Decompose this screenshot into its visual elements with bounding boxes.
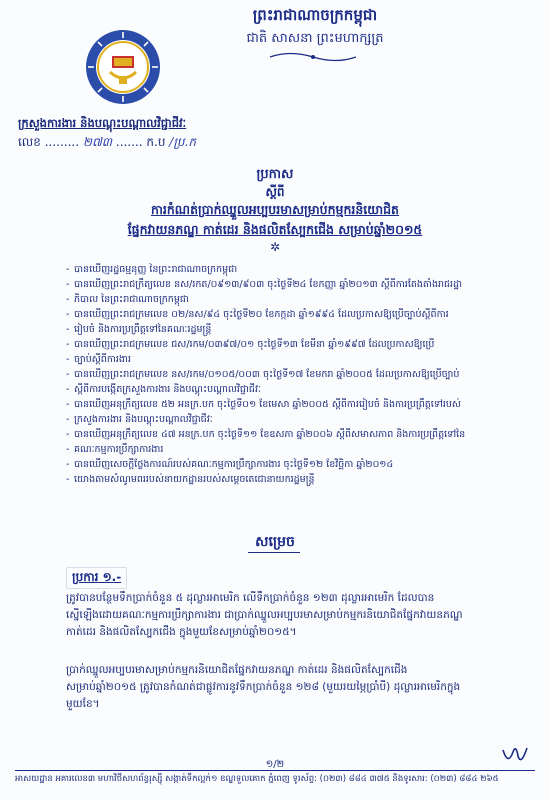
reference-item-continuation: - ក្រសួងការងារ និងបណ្តុះបណ្តាលវិជ្ជាជីវៈ	[66, 412, 486, 427]
star-ornament: ✲	[269, 240, 281, 254]
paragraph-line: សម្រាប់ឆ្នាំ២០១៥ ត្រូវបានកំណត់ជាផ្លូវការនូវទឹកប្រាក់ចំនួន ១២៨ (មួយរយម្ភៃប្រាំបី) ដុល្លារអាមេរិកក្នុង	[66, 681, 461, 693]
reference-item-continuation: - រៀបចំ និងការប្រព្រឹត្តទៅនៃគណៈរដ្ឋមន្ត្រី	[66, 322, 486, 337]
ref-suffix-label: ក.ប	[146, 135, 166, 149]
article-paragraph-1	[66, 590, 486, 641]
document-type-title: ប្រកាស	[256, 167, 294, 182]
reference-item-continuation: - គណៈកម្មការប្រឹក្សាការងារ	[66, 442, 486, 457]
ref-number-handwritten: ២៧៣	[82, 135, 113, 149]
reference-item-continuation: - ស្តីពីការបង្កើតក្រសួងការងារ និងបណ្តុះបណ្តាលវិជ្ជាជីវៈ	[66, 382, 486, 397]
reference-item: - បានឃើញរដ្ឋធម្មនុញ្ញ នៃព្រះរាជាណាចក្រកម្ពុជា	[66, 262, 486, 277]
ornament-divider	[268, 52, 358, 62]
ref-dots: .........	[44, 135, 80, 149]
reference-item: - បានឃើញអនុក្រឹត្យលេខ ៥២ អនក្រ.បក ចុះថ្ងៃទី០១ ខែមេសា ឆ្នាំ២០០៥ ស្តីពីការរៀបចំ និងការប្រព្រឹត្តទៅរបស់	[66, 397, 486, 412]
ref-dots: .......	[115, 135, 143, 149]
regarding-label: ស្តីពី	[265, 185, 285, 199]
footer-address: អាសយដ្ឋាន អគារលេខ៣ មហាវិថីសហព័ន្ធរុស្ស៊ី សង្កាត់ទឹកល្អក់១ ខណ្ឌទួលគោក ភ្នំពេញ ទូរស័ព្ទ: (០២៣) ៨៨៤ ៣៧៥ និងទូរសារ: (០២៣) ៨៨៤ ២៦៥	[15, 770, 535, 786]
national-motto: ជាតិ សាសនា ព្រះមហាក្សត្រ	[246, 31, 384, 46]
paragraph-line: កាត់ដេរ និងផលិតស្បែកជើង ក្នុងមួយខែសម្រាប់ឆ្នាំ២០១៥។	[66, 626, 297, 638]
ref-no-label: លេខ	[18, 135, 41, 149]
reference-item: - បានឃើញព្រះរាជក្រឹត្យលេខ នស/រកត/០៩១៣/៩០៣ ចុះថ្ងៃទី២៤ ខែកញ្ញា ឆ្នាំ២០១៣ ស្តីពីការតែងតាំងរាជរដ្ឋា	[66, 277, 486, 292]
references-list	[66, 262, 486, 487]
kingdom-header: ព្រះរាជាណាចក្រកម្ពុជា	[252, 6, 378, 24]
decision-heading: សម្រេច	[255, 534, 295, 550]
article-paragraph-2	[66, 662, 486, 713]
subject-line-2: ផ្នែកវាយនភណ្ឌ កាត់ដេរ និងផលិតស្បែកជើង សម្រាប់ឆ្នាំ២០១៥	[127, 222, 423, 237]
reference-item: - យោងតាមសំណូមពររបស់នាយកដ្ឋានរបស់សម្តេចតេជោនាយករដ្ឋមន្ត្រី	[66, 472, 486, 487]
ministry-seal-logo	[84, 28, 162, 106]
reference-item-continuation: - ភិបាល នៃព្រះរាជាណាចក្រកម្ពុជា	[66, 292, 486, 307]
reference-item: - បានឃើញព្រះរាជក្រមលេខ ០២/នស/៩៤ ចុះថ្ងៃទី២០ ខែកក្កដា ឆ្នាំ១៩៩៤ ដែលប្រកាសឱ្យប្រើច្បាប់ស្តីពីការ	[66, 307, 486, 322]
paragraph-line: ប្រាក់ឈ្នួលអប្បបរមាសម្រាប់កម្មករនិយោជិតផ្នែកវាយនភណ្ឌ កាត់ដេរ និងផលិតស្បែកជើង	[66, 664, 408, 676]
initial-signature	[500, 742, 530, 768]
reference-item: - បានឃើញអនុក្រឹត្យលេខ ៤៧ អនក្រ.បក ចុះថ្ងៃទី១១ ខែឧសភា ឆ្នាំ២០០៦ ស្តីពីសមាសភាព និងការប្រព្រឹត្តទៅនៃ	[66, 427, 486, 442]
paragraph-line: មួយខែ។	[66, 698, 100, 710]
reference-item: - បានឃើញសេចក្តីថ្លែងការណ៍របស់គណៈកម្មការប្រឹក្សាការងារ ចុះថ្ងៃទី១២ ខែវិច្ឆិកា ឆ្នាំ២០១៤	[66, 457, 486, 472]
subject-line-1: ការកំណត់ប្រាក់ឈ្នួលអប្បបរមាសម្រាប់កម្មករនិយោជិត	[151, 202, 399, 217]
decision-underline	[248, 552, 300, 553]
paragraph-line: ស្នើឡើងដោយគណៈកម្មការប្រឹក្សាការងារ ជាប្រាក់ឈ្នួលអប្បបរមាសម្រាប់កម្មករនិយោជិតផ្នែកវាយនភណ្ឌ	[66, 609, 463, 621]
reference-item: - បានឃើញព្រះរាជក្រមលេខ នស/រកម/០១០៥/០០៣ ចុះថ្ងៃទី១៧ ខែមករា ឆ្នាំ២០០៥ ដែលប្រកាសឱ្យប្រើច្បាប់	[66, 367, 486, 382]
reference-item: - បានឃើញព្រះរាជក្រមលេខ ជស/រកម/០៣៩៧/០១ ចុះថ្ងៃទី១៣ ខែមីនា ឆ្នាំ១៩៩៧ ដែលប្រកាសឱ្យប្រើ	[66, 337, 486, 352]
page-number: ១/២	[265, 759, 285, 770]
article-label: ប្រការ ១.-	[66, 567, 127, 589]
ref-suffix-value: /ប្រ.ក	[169, 135, 196, 149]
reference-item-continuation: - ច្បាប់ស្តីពីការងារ	[66, 352, 486, 367]
ministry-name: ក្រសួងការងារ និងបណ្តុះបណ្តាលវិជ្ជាជីវៈ	[18, 116, 187, 130]
reference-number	[18, 134, 278, 152]
paragraph-line: ត្រូវបានបន្ថែមទឹកប្រាក់ចំនួន ៥ ដុល្លារអាមេរិក លើទឹកប្រាក់ចំនួន ១២៣ ដុល្លារអាមេរិក ដែលបាន	[66, 592, 435, 604]
